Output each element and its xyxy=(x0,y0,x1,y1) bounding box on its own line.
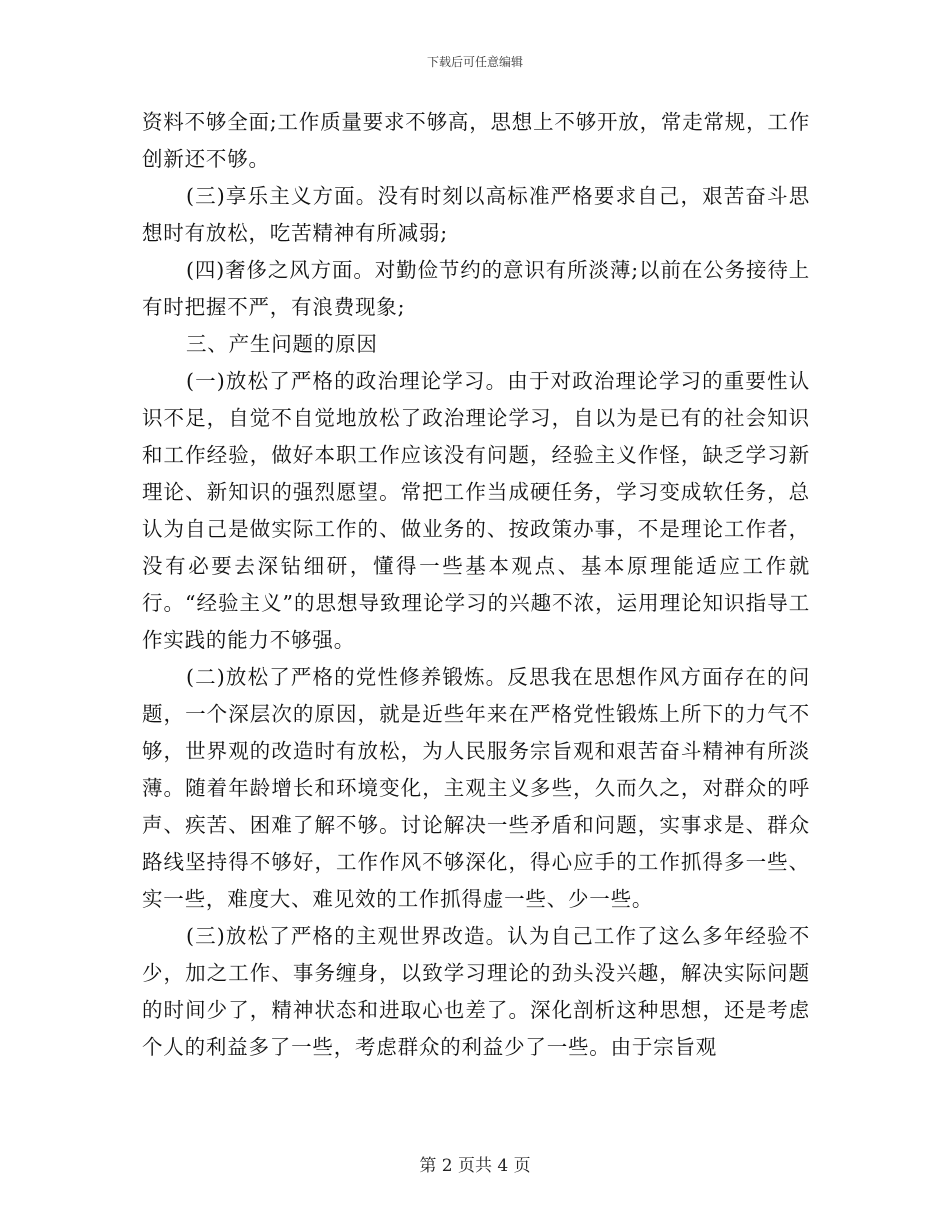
document-body xyxy=(142,104,810,1066)
paragraph-extravagance: (四)奢侈之风方面。对勤俭节约的意识有所淡薄;以前在公务接待上有时把握不严，有浪费现象; xyxy=(142,258,810,319)
section-heading-causes: 三、产生问题的原因 xyxy=(186,332,378,356)
page-header: 下载后可任意编辑 xyxy=(426,55,523,69)
page-footer: 第 2 页共 4 页 xyxy=(419,1156,531,1176)
paragraph-continuation: 资料不够全面;工作质量要求不够高，思想上不够开放，常走常规，工作创新还不够。 xyxy=(142,110,811,171)
paragraph-hedonism: (三)享乐主义方面。没有时刻以高标准严格要求自己，艰苦奋斗思想时有放松，吃苦精神有所减弱; xyxy=(142,184,810,245)
paragraph-party-cultivation: (二)放松了严格的党性修养锻炼。反思我在思想作风方面存在的问题，一个深层次的原因，就是近些年来在严格党性锻炼上所下的力气不够，世界观的改造时有放松，为人民服务宗旨观和艰苦奋斗精神有所淡薄。随着年龄增长和环境变化，主观主义多些，久而久之，对群众的呼声、疾苦、困难了解不够。讨论解决一些矛盾和问题，实事求是、群众路线坚持得不够好，工作作风不够深化，得心应手的工作抓得多一些、实一些，难度大、难见效的工作抓得虚一些、少一些。 xyxy=(142,665,810,911)
paragraph-theory-study: (一)放松了严格的政治理论学习。由于对政治理论学习的重要性认识不足，自觉不自觉地放松了政治理论学习，自以为是已有的社会知识和工作经验，做好本职工作应该没有问题，经验主义作怪，缺乏学习新理论、新知识的强烈愿望。常把工作当成硬任务，学习变成软任务，总认为自己是做实际工作的、做业务的、按政策办事，不是理论工作者，没有必要去深钻细研，懂得一些基本观点、基本原理能适应工作就行。“经验主义”的思想导致理论学习的兴趣不浓，运用理论知识指导工作实践的能力不够强。 xyxy=(142,369,810,652)
paragraph-worldview-transformation: (三)放松了严格的主观世界改造。认为自己工作了这么多年经验不少，加之工作、事务缠身，以致学习理论的劲头没兴趣，解决实际问题的时间少了，精神状态和进取心也差了。深化剖析这种思想，还是考虑个人的利益多了一些，考虑群众的利益少了一些。由于宗旨观 xyxy=(142,924,810,1059)
